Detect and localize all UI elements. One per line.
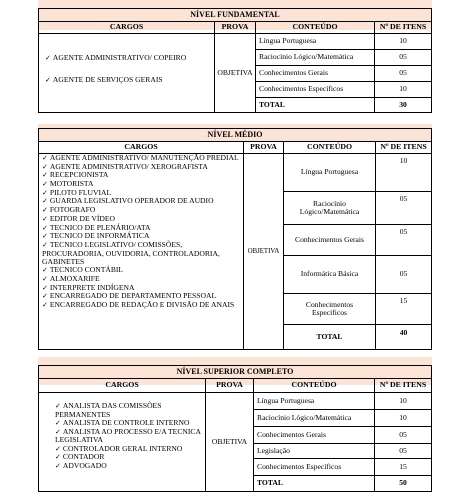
list-item: ✓ RECEPCIONISTA [42,170,109,180]
medio-title: NÍVEL MÉDIO [39,129,431,142]
table-row: 10 [376,154,431,192]
table-row: 10 [375,410,431,427]
superior-table [38,365,432,492]
medio-table [38,128,432,350]
table-row: Informática Básica [284,256,376,294]
table-row: Conhecimentos Gerais [254,427,375,444]
superior-header-conteudo: CONTEÚDO [254,379,375,393]
medio-cargos-list [42,154,242,310]
medio-total-label: TOTAL [284,325,376,349]
medio-header-conteudo: CONTEÚDO [284,142,376,154]
fundamental-header-cargos: CARGOS [39,22,215,34]
check-icon: ✓ [55,453,61,462]
list-item: ✓ TECNICO DE PLENÁRIO/ATA [42,222,151,232]
check-icon: ✓ [42,188,48,197]
check-icon: ✓ [42,301,48,309]
check-icon: ✓ [42,214,48,223]
list-item: ✓ AGENTE ADMINISTRATIVO/ XEROGRAFISTA [42,161,208,171]
check-icon: ✓ [42,232,48,241]
check-icon: ✓ [55,462,61,471]
check-icon: ✓ [42,266,48,275]
list-item: ✓ CONTROLADOR GERAL INTERNO [55,443,183,453]
superior-header-itens: Nº DE ITENS [375,379,431,393]
table-row: Raciocínio Lógico/Matemática [254,410,375,427]
table-row: 05 [376,256,431,294]
list-item: ✓ MOTORISTA [42,179,94,189]
list-item: ✓ INTERPRETE INDÍGENA [42,282,135,292]
table-row: Conhecimentos Gerais [284,225,376,256]
check-icon: ✓ [42,283,48,292]
fundamental-header-itens: Nº DE ITENS [375,22,431,34]
check-icon: ✓ [42,292,48,301]
table-row: Legislação [254,444,375,459]
list-item: ✓ AGENTE ADMINISTRATIVO/ MANUTENÇÃO PREDIAL [42,153,239,162]
list-item: ✓ AGENTE ADMINISTRATIVO/ COPEIRO [45,53,187,62]
check-icon: ✓ [42,162,48,171]
table-row: Raciocínio Lógico/Matemática [284,192,376,225]
list-item: ✓ ENCARREGADO DE DEPARTAMENTO PESSOAL [42,291,217,301]
list-item: ✓ ALMOXARIFE [42,273,100,283]
check-icon: ✓ [42,171,48,180]
table-row: Conhecimentos Específicos [284,294,376,325]
check-icon: ✓ [42,154,48,162]
medio-prova: OBJETIVA [244,154,284,349]
medio-header-cargos: CARGOS [39,142,244,154]
medio-header-prova: PROVA [244,142,284,154]
fundamental-header-prova: PROVA [215,22,256,34]
table-row: Raciocínio Lógico/Matemática [256,50,375,66]
superior-cargos-list [55,402,205,471]
check-icon: ✓ [55,419,61,428]
superior-title: NÍVEL SUPERIOR COMPLETO [39,366,431,379]
superior-total: 50 [399,478,407,488]
medio-total: 40 [399,328,408,337]
table-row: Língua Portuguesa [284,154,376,192]
list-item: ✓ TECNICO DE INFORMÁTICA [42,231,150,241]
check-icon: ✓ [42,223,48,232]
list-item: ✓ EDITOR DE VÍDEO [42,213,115,223]
check-icon: ✓ [55,427,61,436]
check-icon: ✓ [42,240,48,249]
table-row: Conhecimentos Gerais [256,66,375,82]
table-row: 05 [375,66,431,82]
check-icon: ✓ [42,180,48,189]
check-icon: ✓ [42,197,48,206]
table-row: 10 [375,82,431,98]
check-icon: ✓ [45,54,51,62]
check-icon: ✓ [42,206,48,215]
fundamental-prova: OBJETIVA [215,34,256,112]
table-row: Língua Portuguesa [256,34,375,50]
check-icon: ✓ [42,274,48,283]
check-icon: ✓ [45,75,51,84]
fundamental-cargos-list [45,54,215,84]
list-item: ✓ ANALISTA AO PROCESSO E/A TECNICA LEGISLATIVA [55,426,201,445]
superior-header-cargos: CARGOS [39,379,206,393]
table-row: 05 [376,192,431,225]
list-item: ✓ ANALISTA DAS COMISSÕES PERMANENTES [55,401,162,419]
list-item: ✓ TECNICO CONTÁBIL [42,265,124,275]
list-item: ✓ GUARDA LEGISLATIVO OPERADOR DE AUDIO [42,196,214,206]
list-item: ✓ ANALISTA DE CONTROLE INTERNO [55,418,190,428]
table-row: 15 [375,459,431,476]
fundamental-total: 30 [399,99,407,109]
table-row: Língua Portuguesa [254,393,375,410]
fundamental-total-label: TOTAL [256,98,375,112]
list-item: ✓ AGENTE DE SERVIÇOS GERAIS [45,74,163,84]
check-icon: ✓ [55,444,61,453]
table-row: 10 [375,393,431,410]
medio-header-itens: Nº DE ITENS [376,142,431,154]
superior-header-prova: PROVA [206,379,254,393]
list-item: ✓ ENCARREGADO DE REDAÇÃO E DIVISÃO DE ANAIS [42,300,235,309]
table-row: 05 [375,50,431,66]
table-row: 05 [375,444,431,459]
table-row: Conhecimentos Específicos [256,82,375,98]
superior-prova: OBJETIVA [206,393,254,491]
list-item: ✓ FOTOGRAFO [42,205,96,215]
table-row: 15 [376,294,431,325]
list-item: ✓ TECNICO LEGISLATIVO/ COMISSÕES, PROCURADORIA, OUVIDORIA, CONTROLADORIA, GABINETES [42,239,220,266]
list-item: ✓ CONTADOR [55,452,105,462]
table-row: Conhecimentos Específicos [254,459,375,476]
check-icon: ✓ [55,402,61,410]
fundamental-header-conteudo: CONTEÚDO [256,22,375,34]
list-item: ✓ PILOTO FLUVIAL [42,187,112,197]
superior-total-label: TOTAL [254,476,375,491]
list-item: ✓ ADVOGADO [55,461,107,471]
table-row: 05 [376,225,431,256]
fundamental-table [38,8,432,113]
table-row: 10 [375,34,431,50]
table-row: 05 [375,427,431,444]
fundamental-title: NÍVEL FUNDAMENTAL [39,9,431,22]
